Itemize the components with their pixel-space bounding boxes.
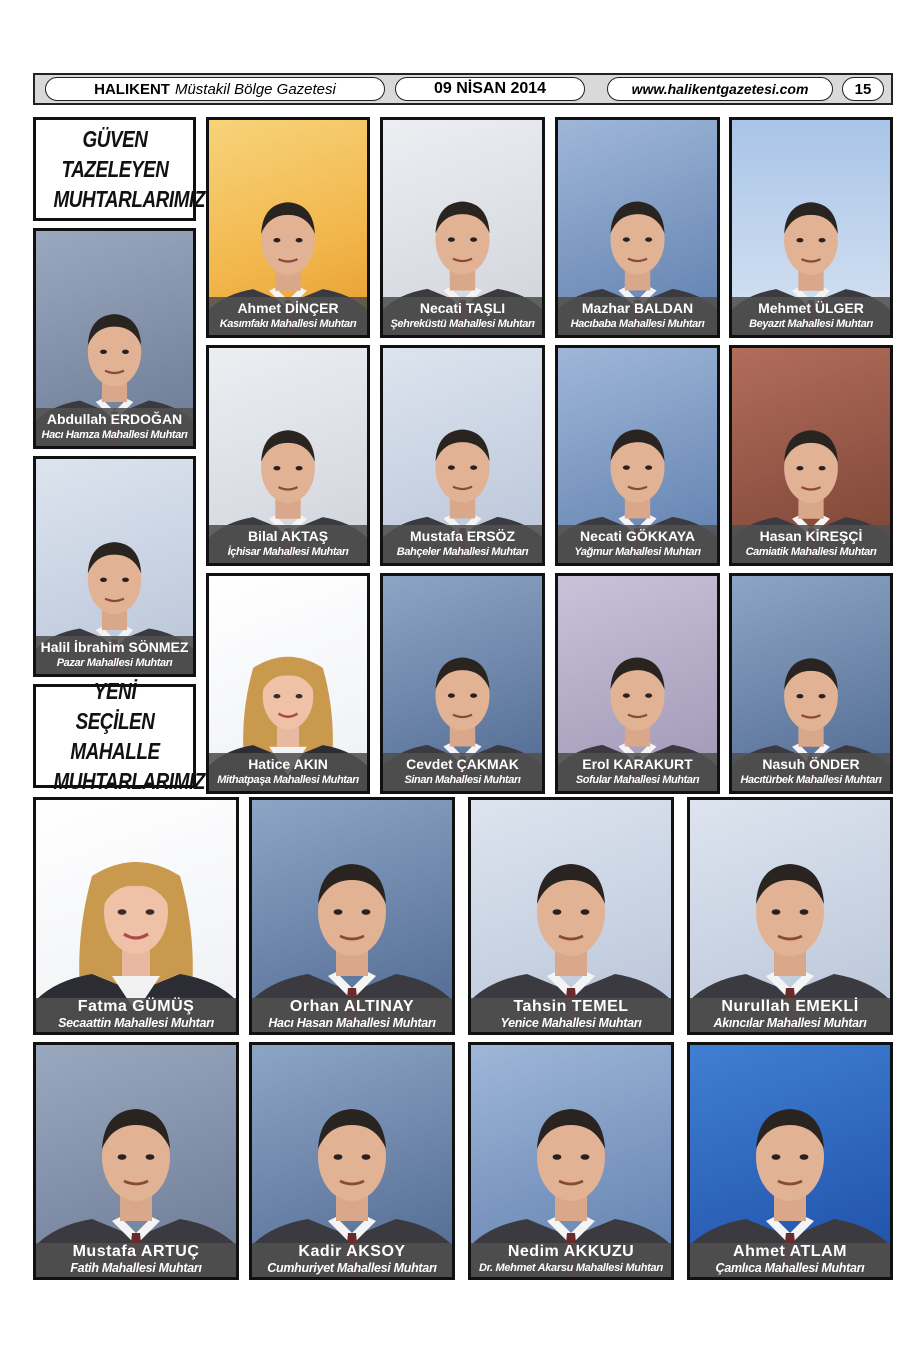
muhtar-caption xyxy=(558,525,717,563)
muhtar-card xyxy=(33,797,239,1035)
muhtar-caption xyxy=(690,998,890,1032)
muhtar-title: Hacıbaba Mahallesi Muhtarı xyxy=(570,318,705,330)
muhtar-name: Hatice AKIN xyxy=(248,756,328,772)
muhtar-caption xyxy=(36,636,193,674)
muhtar-title: Pazar Mahallesi Muhtarı xyxy=(56,657,173,669)
muhtar-title: Bahçeler Mahallesi Muhtarı xyxy=(396,546,529,558)
muhtar-name: Necati GÖKKAYA xyxy=(580,528,695,544)
muhtar-name: Mustafa ERSÖZ xyxy=(409,528,515,544)
muhtar-card xyxy=(555,573,720,794)
muhtar-caption xyxy=(558,297,717,335)
muhtar-card xyxy=(249,797,455,1035)
page-number: 15 xyxy=(842,77,884,101)
website-link[interactable]: www.halikentgazetesi.com xyxy=(607,77,833,101)
muhtar-title: Secaattin Mahallesi Muhtarı xyxy=(58,1016,214,1030)
muhtar-name: Hasan KİREŞÇİ xyxy=(759,528,863,544)
muhtar-title: Cumhuriyet Mahallesi Muhtarı xyxy=(267,1261,437,1275)
muhtar-card xyxy=(380,573,545,794)
muhtar-caption xyxy=(252,998,452,1032)
muhtar-caption xyxy=(383,525,542,563)
muhtar-name: Nurullah EMEKLİ xyxy=(721,998,859,1015)
muhtar-caption xyxy=(690,1243,890,1277)
issue-date: 09 NİSAN 2014 xyxy=(395,77,585,101)
muhtar-card xyxy=(33,456,196,677)
newspaper-subtitle: Müstakil Bölge Gazetesi xyxy=(174,80,336,98)
muhtar-card xyxy=(729,117,893,338)
muhtar-caption xyxy=(732,297,890,335)
muhtar-caption xyxy=(383,297,542,335)
muhtar-name: Tahsin TEMEL xyxy=(513,998,629,1015)
muhtar-caption xyxy=(471,998,671,1032)
muhtar-title: Fatih Mahallesi Muhtarı xyxy=(70,1261,202,1275)
newspaper-header xyxy=(33,73,893,105)
muhtar-name: Nasuh ÖNDER xyxy=(762,756,860,772)
section-heading-new-text: YENİ SEÇİLEN MAHALLE MUHTARLARIMIZ xyxy=(53,678,205,794)
muhtar-title: Hacı Hasan Mahallesi Muhtarı xyxy=(268,1016,436,1030)
muhtar-title: Çamlıca Mahallesi Muhtarı xyxy=(715,1261,865,1275)
muhtar-caption xyxy=(209,525,367,563)
muhtar-title: Kasımfakı Mahallesi Muhtarı xyxy=(219,318,357,330)
muhtar-name: Orhan ALTINAY xyxy=(289,998,415,1015)
muhtar-card xyxy=(380,345,545,566)
muhtar-caption xyxy=(252,1243,452,1277)
muhtar-card xyxy=(206,573,370,794)
newspaper-name: HALIKENT xyxy=(94,80,170,98)
muhtar-title: Mithatpaşa Mahallesi Muhtarı xyxy=(217,774,359,786)
muhtar-name: Mustafa ARTUÇ xyxy=(72,1243,200,1260)
muhtar-card xyxy=(687,1042,893,1280)
muhtar-card xyxy=(206,117,370,338)
newspaper-name-box xyxy=(45,77,385,101)
muhtar-title: Şehreküstü Mahallesi Muhtarı xyxy=(390,318,535,330)
muhtar-name: Bilal AKTAŞ xyxy=(247,528,329,544)
muhtar-card xyxy=(687,797,893,1035)
muhtar-title: Sinan Mahallesi Muhtarı xyxy=(404,774,521,786)
muhtar-caption xyxy=(209,753,367,791)
muhtar-title: Sofular Mahallesi Muhtarı xyxy=(575,774,700,786)
section-heading-renewed xyxy=(33,117,205,221)
muhtar-title: İçhisar Mahallesi Muhtarı xyxy=(227,546,349,558)
muhtar-card xyxy=(729,573,893,794)
muhtar-title: Camiatik Mahallesi Muhtarı xyxy=(745,546,877,558)
muhtar-card xyxy=(555,345,720,566)
muhtar-caption xyxy=(383,753,542,791)
muhtar-title: Dr. Mehmet Akarsu Mahallesi Muhtarı xyxy=(478,1262,664,1274)
muhtar-card xyxy=(249,1042,455,1280)
muhtar-name: Ahmet DİNÇER xyxy=(237,300,339,316)
muhtar-name: Fatma GÜMÜŞ xyxy=(77,998,195,1015)
muhtar-title: Beyazıt Mahallesi Muhtarı xyxy=(749,318,873,330)
muhtar-card xyxy=(206,345,370,566)
muhtar-card xyxy=(33,228,196,449)
section-heading-new xyxy=(33,678,205,794)
muhtar-name: Necati TAŞLI xyxy=(419,300,506,316)
muhtar-title: Hacı Hamza Mahallesi Muhtarı xyxy=(41,429,188,441)
muhtar-name: Mehmet ÜLGER xyxy=(758,300,864,316)
muhtar-name: Cevdet ÇAKMAK xyxy=(406,756,519,772)
muhtar-name: Abdullah ERDOĞAN xyxy=(46,411,183,427)
muhtar-title: Akıncılar Mahallesi Muhtarı xyxy=(713,1016,867,1030)
muhtar-card xyxy=(729,345,893,566)
muhtar-caption xyxy=(732,525,890,563)
muhtar-card xyxy=(380,117,545,338)
muhtar-name: Halil İbrahim SÖNMEZ xyxy=(40,639,189,655)
muhtar-name: Erol KARAKURT xyxy=(582,756,693,772)
muhtar-caption xyxy=(558,753,717,791)
muhtar-caption xyxy=(209,297,367,335)
muhtar-card xyxy=(555,117,720,338)
muhtar-title: Yağmur Mahallesi Muhtarı xyxy=(574,546,701,558)
muhtar-name: Nedim AKKUZU xyxy=(507,1243,635,1260)
muhtar-title: Hacıtürbek Mahallesi Muhtarı xyxy=(740,774,882,786)
muhtar-card xyxy=(468,1042,674,1280)
muhtar-card xyxy=(33,1042,239,1280)
muhtar-card xyxy=(468,797,674,1035)
muhtar-name: Kadir AKSOY xyxy=(298,1243,406,1260)
muhtar-name: Ahmet ATLAM xyxy=(733,1243,847,1260)
muhtar-caption xyxy=(36,408,193,446)
section-heading-renewed-text: GÜVEN TAZELEYEN MUHTARLARIMIZ xyxy=(53,126,205,212)
muhtar-title: Yenice Mahallesi Muhtarı xyxy=(500,1016,642,1030)
muhtar-caption xyxy=(471,1243,671,1277)
muhtar-caption xyxy=(36,1243,236,1277)
muhtar-caption xyxy=(36,998,236,1032)
muhtar-caption xyxy=(732,753,890,791)
muhtar-name: Mazhar BALDAN xyxy=(581,300,694,316)
